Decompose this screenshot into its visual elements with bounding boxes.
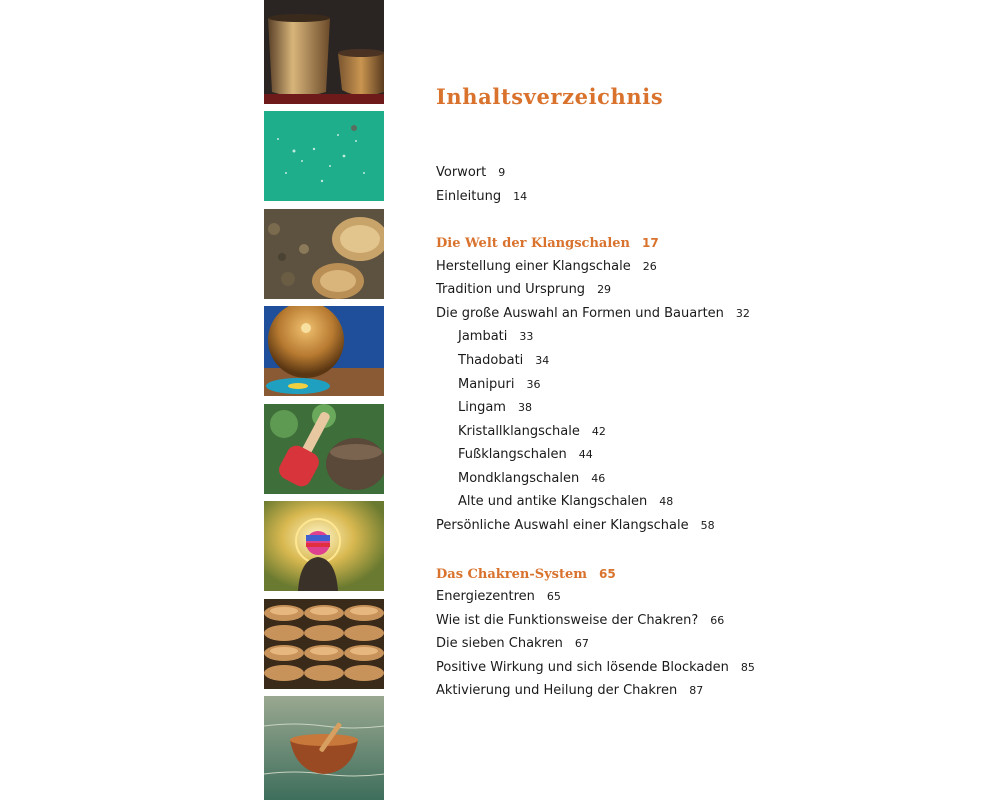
toc-entry[interactable] [436,304,750,324]
toc-entry-page: 36 [526,378,541,391]
toc-entry-label: Herstellung einer Klangschale [436,259,631,274]
toc-entry-label: Tradition und Ursprung [436,282,586,297]
toc-entry[interactable] [436,516,715,536]
toc-entry-page: 87 [689,684,704,697]
toc-entry-page: 34 [535,354,550,367]
toc-entry[interactable] [436,257,657,277]
toc-entry-page: 32 [735,307,750,320]
toc-entry[interactable] [436,611,724,631]
photo-bowls-on-leaves [264,209,384,299]
toc-entry-page: 38 [517,401,532,414]
table-of-contents [436,0,956,800]
toc-entry[interactable] [436,681,703,701]
toc-entry-label: Einleitung [436,189,502,204]
photo-bowl-on-cushion [264,306,384,396]
toc-entry-label: Kristallklangschale [458,424,580,439]
toc-entry-page: 58 [700,519,715,532]
toc-entry-page: 65 [546,590,561,603]
photo-red-mallet [264,404,384,494]
toc-entry-label: Fußklangschalen [458,447,567,462]
toc-title: Inhaltsverzeichnis [436,84,664,109]
toc-entry-label: Energiezentren [436,589,535,604]
photo-person-with-halo [264,501,384,591]
toc-subentry[interactable] [458,469,605,489]
photo-stacked-bowls [264,599,384,689]
photo-bronze-bowls [264,0,384,104]
section-heading-page: 65 [599,567,616,581]
toc-entry-page: 67 [574,637,589,650]
photo-turquoise-surface [264,111,384,201]
photo-bowl-floating-on-water [264,696,384,800]
toc-entry[interactable] [436,187,527,207]
toc-subentry[interactable] [458,492,673,512]
toc-subentry[interactable] [458,398,532,418]
toc-section-heading[interactable] [436,564,616,584]
toc-entry-page: 14 [513,190,528,203]
toc-entry-label: Thadobati [458,353,524,368]
toc-entry[interactable] [436,587,561,607]
toc-entry[interactable] [436,634,589,654]
toc-entry[interactable] [436,280,611,300]
toc-subentry[interactable] [458,445,593,465]
toc-entry-page: 26 [642,260,657,273]
toc-entry-page: 44 [578,448,593,461]
toc-entry-label: Persönliche Auswahl einer Klangschale [436,518,689,533]
toc-entry-label: Vorwort [436,165,487,180]
toc-entry-page: 9 [498,166,506,179]
section-heading-label: Das Chakren-System [436,567,588,582]
toc-subentry[interactable] [458,351,549,371]
toc-entry-label: Alte und antike Klangschalen [458,494,648,509]
toc-entry-page: 85 [740,661,755,674]
toc-subentry[interactable] [458,327,533,347]
toc-subentry[interactable] [458,422,606,442]
toc-entry-page: 66 [710,614,725,627]
toc-entry-page: 29 [597,283,612,296]
toc-entry-label: Manipuri [458,377,515,392]
section-heading-page: 17 [642,236,659,250]
toc-entry-label: Jambati [458,329,508,344]
toc-entry[interactable] [436,658,755,678]
toc-entry-page: 46 [591,472,606,485]
toc-entry-label: Aktivierung und Heilung der Chakren [436,683,678,698]
toc-entry-label: Lingam [458,400,506,415]
toc-section-heading[interactable] [436,233,659,253]
toc-entry-page: 48 [659,495,674,508]
section-heading-label: Die Welt der Klangschalen [436,236,630,251]
toc-entry-label: Positive Wirkung und sich lösende Blockaden [436,660,729,675]
toc-subentry[interactable] [458,375,540,395]
toc-entry-page: 42 [591,425,606,438]
toc-entry-page: 33 [519,330,534,343]
toc-entry-label: Die sieben Chakren [436,636,563,651]
toc-entry-label: Wie ist die Funktionsweise der Chakren? [436,613,699,628]
toc-entry-label: Mondklangschalen [458,471,580,486]
toc-entry-label: Die große Auswahl an Formen und Bauarten [436,306,724,321]
photo-strip [264,0,384,800]
toc-entry[interactable] [436,163,505,183]
